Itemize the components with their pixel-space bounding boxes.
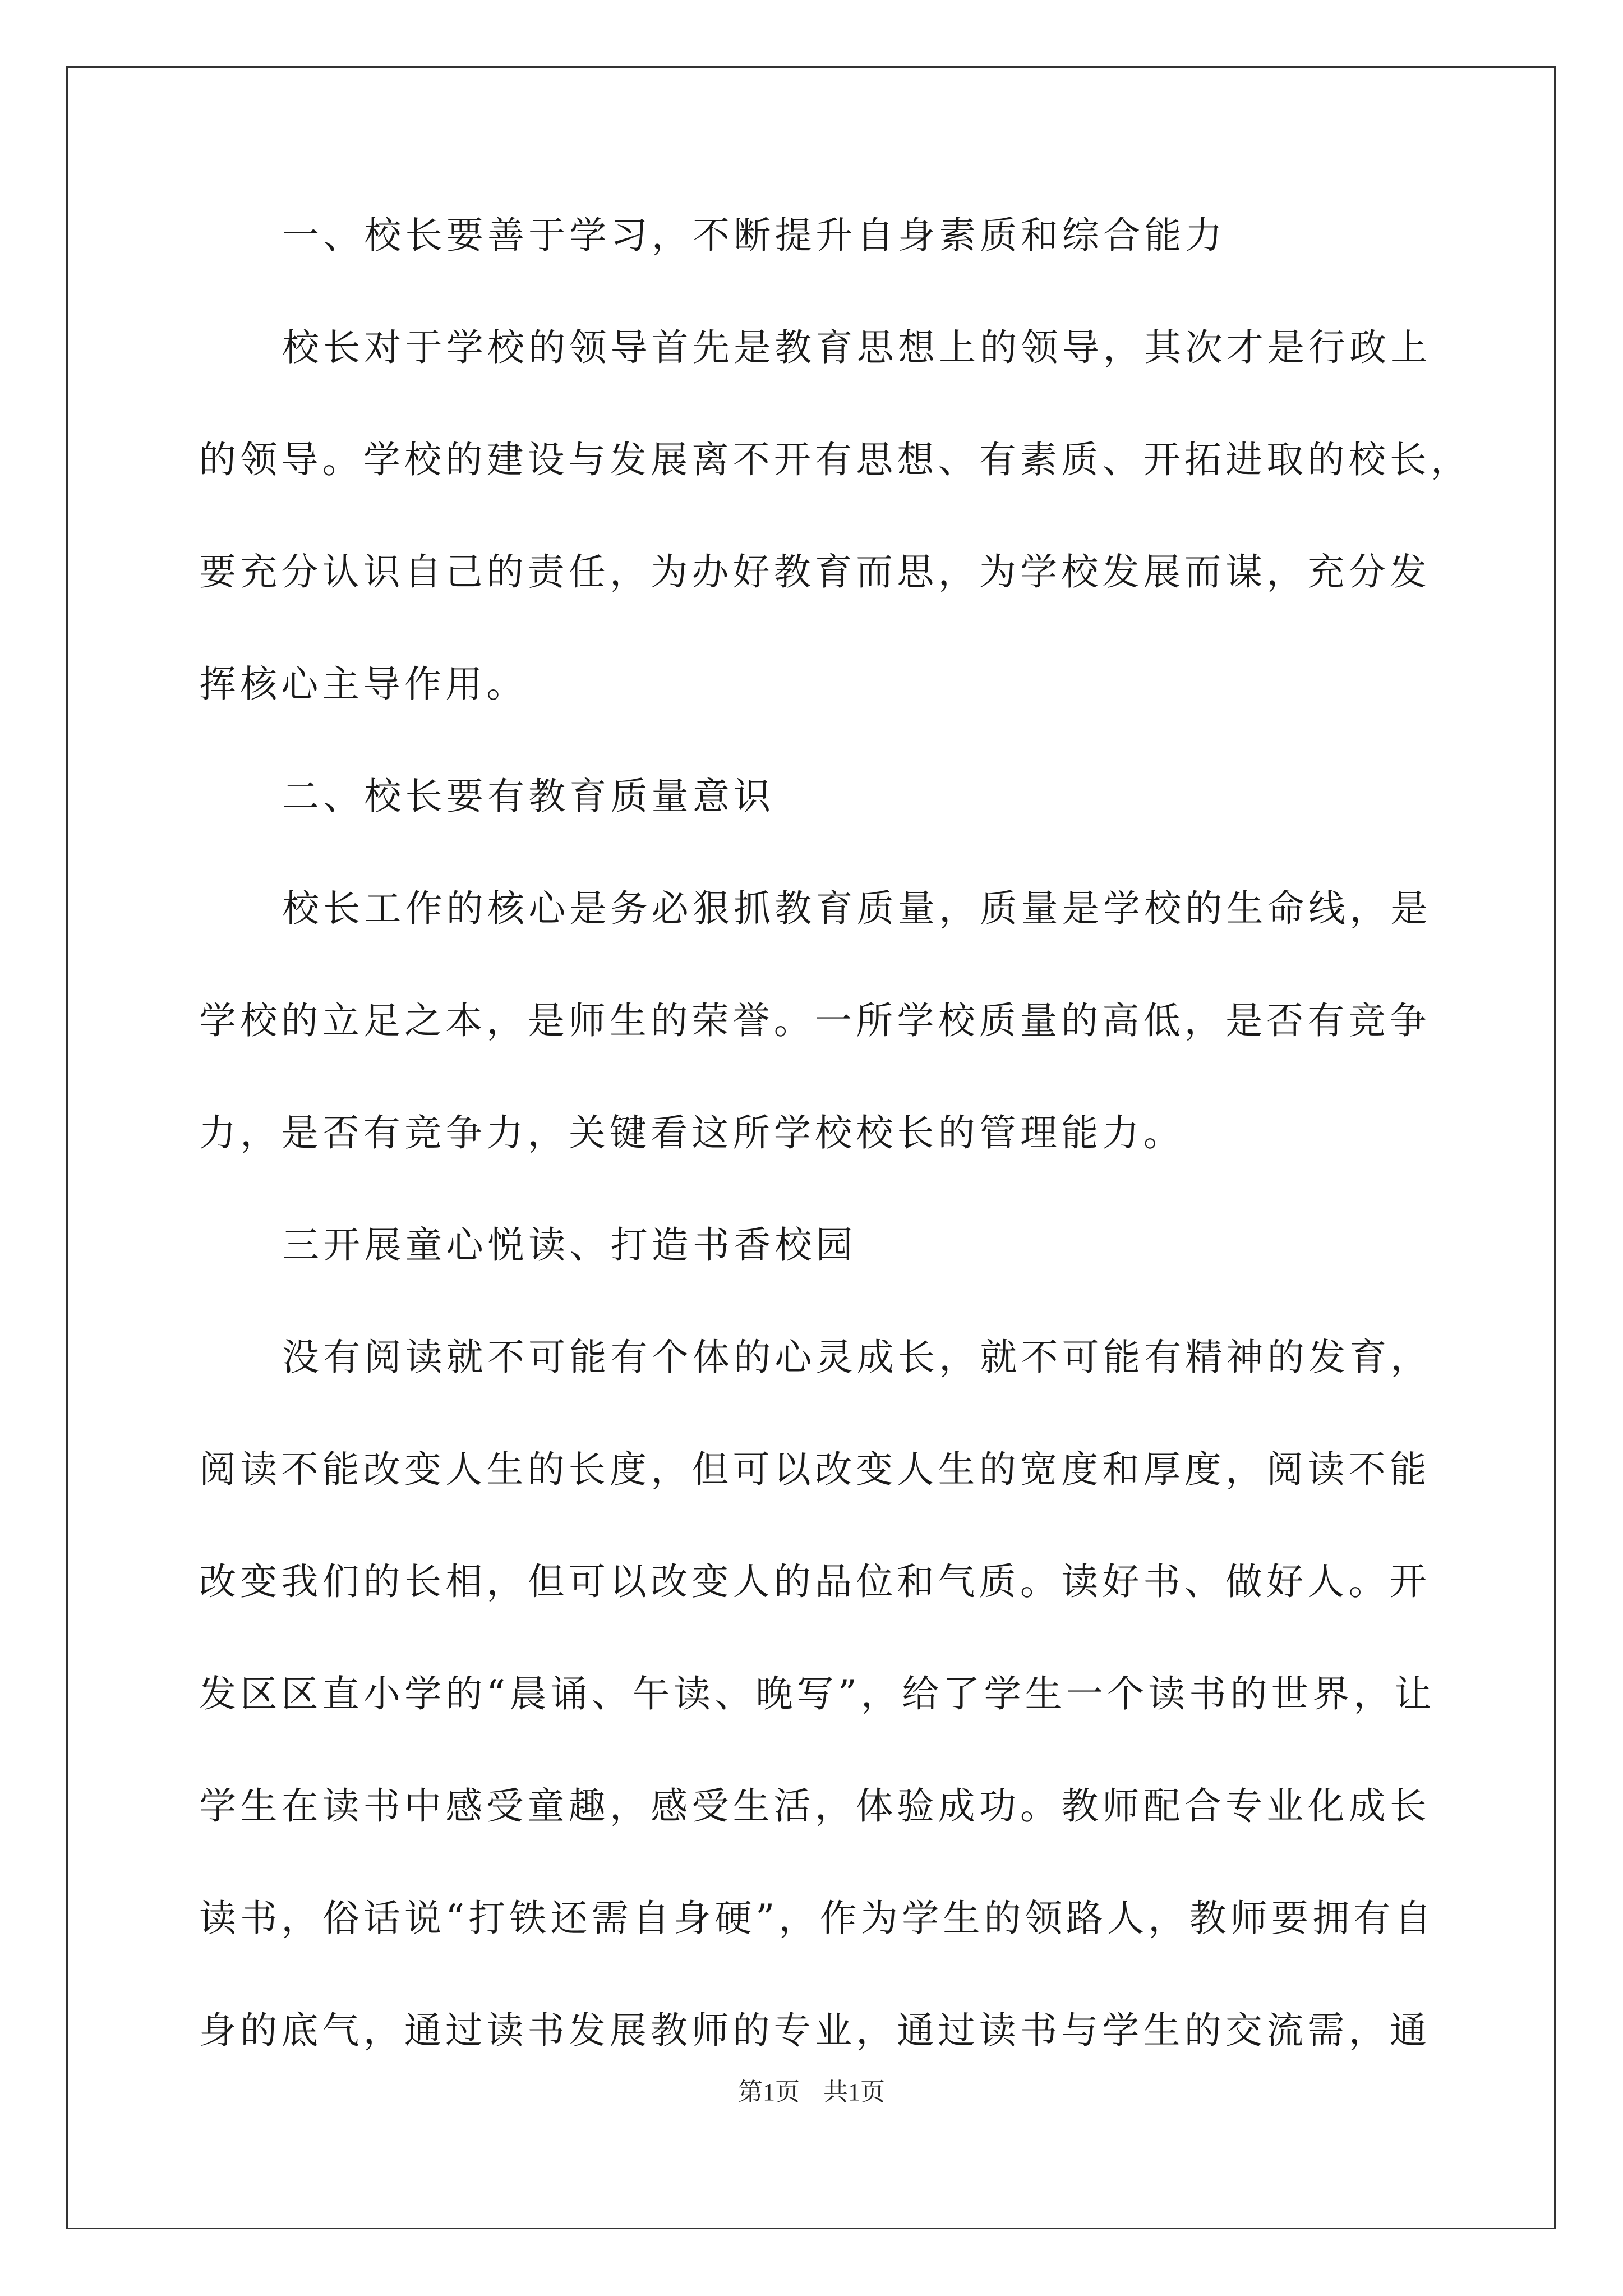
paragraph-3-line-6: 读书，俗话说“打铁还需自身硬”，作为学生的领路人，教师要拥有自 bbox=[199, 1897, 1436, 1940]
paragraph-3-line-2: 阅读不能改变人生的长度，但可以改变人生的宽度和厚度，阅读不能 bbox=[199, 1448, 1431, 1491]
paragraph-3-line-1: 没有阅读就不可能有个体的心灵成长，就不可能有精神的发育， bbox=[282, 1336, 1432, 1379]
heading-1: 一、校长要善于学习，不断提升自身素质和综合能力 bbox=[282, 214, 1227, 257]
paragraph-2-line-1: 校长工作的核心是务必狠抓教育质量，质量是学校的生命线，是 bbox=[282, 887, 1432, 930]
paragraph-1-line-4: 挥核心主导作用。 bbox=[199, 662, 528, 706]
paragraph-3-line-5: 学生在读书中感受童趣，感受生活，体验成功。教师配合专业化成长 bbox=[199, 1784, 1431, 1828]
page-total-label: 共1页 bbox=[823, 2078, 885, 2106]
paragraph-1-line-2: 的领导。学校的建设与发展离不开有思想、有素质、开拓进取的校长， bbox=[199, 438, 1472, 481]
paragraph-3-line-3: 改变我们的长相，但可以改变人的品位和气质。读好书、做好人。开 bbox=[199, 1560, 1431, 1603]
heading-2: 二、校长要有教育质量意识 bbox=[282, 775, 775, 818]
paragraph-2-line-2: 学校的立足之本，是师生的荣誉。一所学校质量的高低，是否有竞争 bbox=[199, 999, 1431, 1042]
page-footer bbox=[0, 2076, 1623, 2109]
paragraph-1-line-3: 要充分认识自己的责任，为办好教育而思，为学校发展而谋，充分发 bbox=[199, 550, 1431, 593]
paragraph-3-line-7: 身的底气，通过读书发展教师的专业，通过读书与学生的交流需，通 bbox=[199, 2009, 1431, 2052]
paragraph-3-line-4: 发区区直小学的“晨诵、午读、晚写”，给了学生一个读书的世界，让 bbox=[199, 1672, 1436, 1715]
paragraph-1-line-1: 校长对于学校的领导首先是教育思想上的领导，其次才是行政上 bbox=[282, 326, 1432, 369]
page-number-label: 第1页 bbox=[738, 2078, 800, 2106]
heading-3: 三开展童心悦读、打造书香校园 bbox=[282, 1223, 857, 1267]
paragraph-2-line-3: 力，是否有竞争力，关键看这所学校校长的管理能力。 bbox=[199, 1111, 1184, 1154]
